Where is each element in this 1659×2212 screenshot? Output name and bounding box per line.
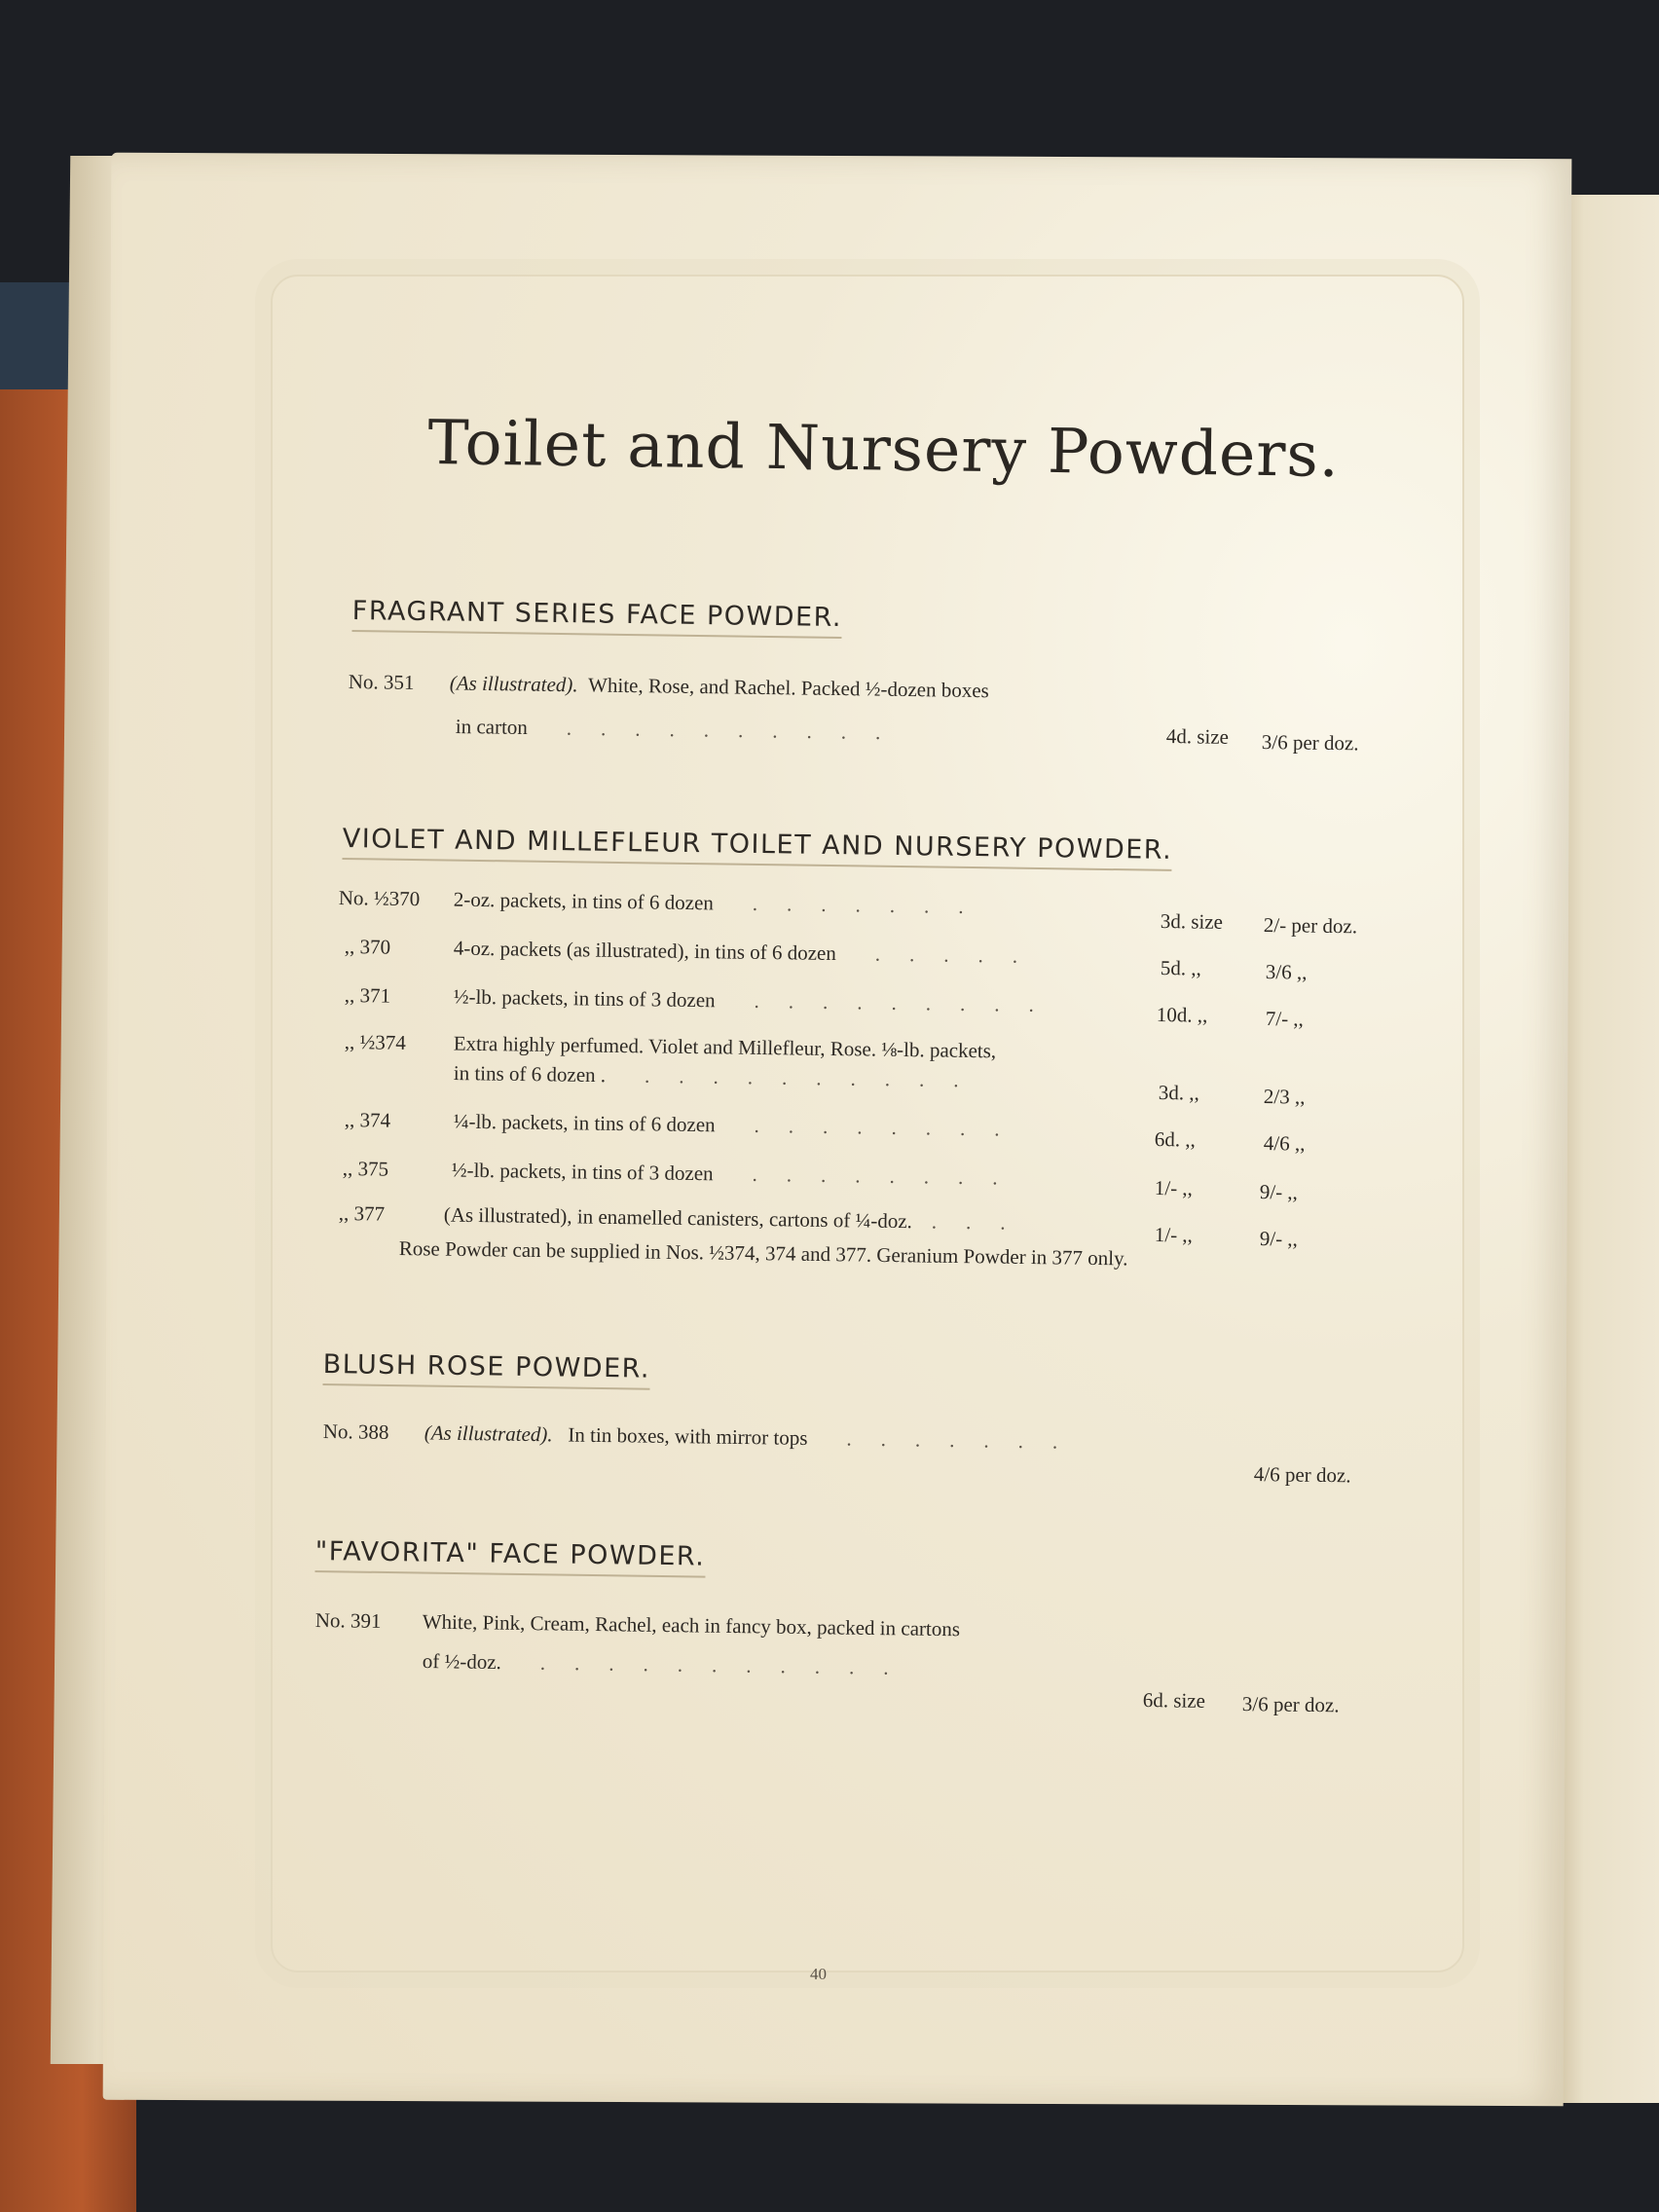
item-price: 2/- per doz. xyxy=(1263,913,1358,939)
item-number: ,, ½374 xyxy=(344,1030,406,1054)
item-description: ½-lb. packets, in tins of 3 dozen xyxy=(453,984,716,1013)
item-description: ½-lb. packets, in tins of 3 dozen xyxy=(451,1158,714,1186)
heading-fragrant: FRAGRANT SERIES FACE POWDER. xyxy=(351,596,842,639)
favorita-size: 6d. size xyxy=(1142,1688,1206,1713)
blush-price: 4/6 per doz. xyxy=(1253,1462,1351,1488)
table-row: ,, 371 ½-lb. packets, in tins of 3 dozen ......... xyxy=(344,983,1064,1017)
item-number: ,, 377 xyxy=(338,1201,386,1226)
item-description: White, Pink, Cream, Rachel, each in fancy box, packed in cartons xyxy=(422,1609,961,1641)
item-number: ,, 371 xyxy=(344,983,391,1008)
item-italic-note: (As illustrated). xyxy=(449,671,578,697)
heading-blush: BLUSH ROSE POWDER. xyxy=(322,1349,650,1390)
item-size: 1/- ,, xyxy=(1154,1223,1194,1247)
item-price: 9/- ,, xyxy=(1259,1180,1299,1204)
item-description: of ½-doz. xyxy=(422,1649,502,1675)
item-description: in tins of 6 dozen . xyxy=(453,1061,607,1088)
item-description: in carton xyxy=(455,715,529,740)
table-row: ,, 375 ½-lb. packets, in tins of 3 dozen ........ xyxy=(342,1157,1027,1190)
item-price: 4/6 ,, xyxy=(1263,1131,1306,1156)
favorita-line2: of ½-doz. ........... xyxy=(422,1649,918,1680)
fragrant-line2: in carton .......... xyxy=(455,715,910,745)
item-price: 7/- ,, xyxy=(1265,1007,1305,1031)
fragrant-size: 4d. size xyxy=(1165,724,1230,749)
item-description: White, Rose, and Rachel. Packed ½-dozen boxes xyxy=(587,673,989,703)
item-description: Extra highly perfumed. Violet and Millefleur, Rose. ⅛-lb. packets, xyxy=(453,1031,997,1063)
item-price: 2/3 ,, xyxy=(1263,1085,1306,1109)
item-italic-note: (As illustrated). xyxy=(424,1420,553,1447)
item-number: No. 351 xyxy=(348,670,415,694)
table-row: No. ½370 2-oz. packets, in tins of 6 dozen ....... xyxy=(338,886,993,919)
item-price: 9/- ,, xyxy=(1259,1227,1299,1251)
heading-violet: VIOLET AND MILLEFLEUR TOILET AND NURSERY POWDER. xyxy=(342,824,1172,871)
item-size: 10d. ,, xyxy=(1156,1003,1208,1027)
table-row: ,, 370 4-oz. packets (as illustrated), in tins of 6 dozen ..... xyxy=(344,935,1048,969)
item-description: 2-oz. packets, in tins of 6 dozen xyxy=(453,887,715,915)
item-size: 1/- ,, xyxy=(1154,1176,1194,1200)
item-description: In tin boxes, with mirror tops xyxy=(568,1422,808,1450)
item-description: 4-oz. packets (as illustrated), in tins of 6 dozen xyxy=(453,936,837,966)
page-title: Toilet and Nursery Powders. xyxy=(426,407,1341,492)
item-number: No. 388 xyxy=(322,1419,389,1444)
page-number: 40 xyxy=(810,1965,827,1983)
item-size: 3d. size xyxy=(1160,909,1224,934)
item-number: ,, 375 xyxy=(342,1157,389,1181)
item-description: (As illustrated), in enamelled canisters, cartons of ¼-doz. xyxy=(443,1202,913,1234)
item-description: ¼-lb. packets, in tins of 6 dozen xyxy=(453,1109,716,1137)
item-number: ,, 370 xyxy=(344,935,391,959)
item-size: 5d. ,, xyxy=(1160,956,1201,980)
fragrant-price: 3/6 per doz. xyxy=(1261,730,1359,756)
item-note: Rose Powder can be supplied in Nos. ½374, 374 and 377. Geranium Powder in 377 only. xyxy=(398,1236,1128,1271)
item-number: No. ½370 xyxy=(338,886,421,911)
table-row: ,, 377 (As illustrated), in enamelled canisters, cartons of ¼-doz. ... xyxy=(338,1201,1035,1235)
item-number: No. 391 xyxy=(314,1608,382,1633)
item-size: 3d. ,, xyxy=(1158,1081,1199,1105)
favorita-price: 3/6 per doz. xyxy=(1241,1692,1340,1717)
table-row: ,, 374 ¼-lb. packets, in tins of 6 dozen ........ xyxy=(344,1108,1029,1141)
item-size: 6d. ,, xyxy=(1154,1127,1196,1152)
item-price: 3/6 ,, xyxy=(1265,960,1308,984)
heading-favorita: "FAVORITA" FACE POWDER. xyxy=(314,1536,705,1578)
item-number: ,, 374 xyxy=(344,1108,391,1132)
table-row: in tins of 6 dozen . .......... xyxy=(453,1061,988,1092)
blush-line: No. 388 (As illustrated). In tin boxes, with mirror tops ....... xyxy=(322,1419,1088,1454)
